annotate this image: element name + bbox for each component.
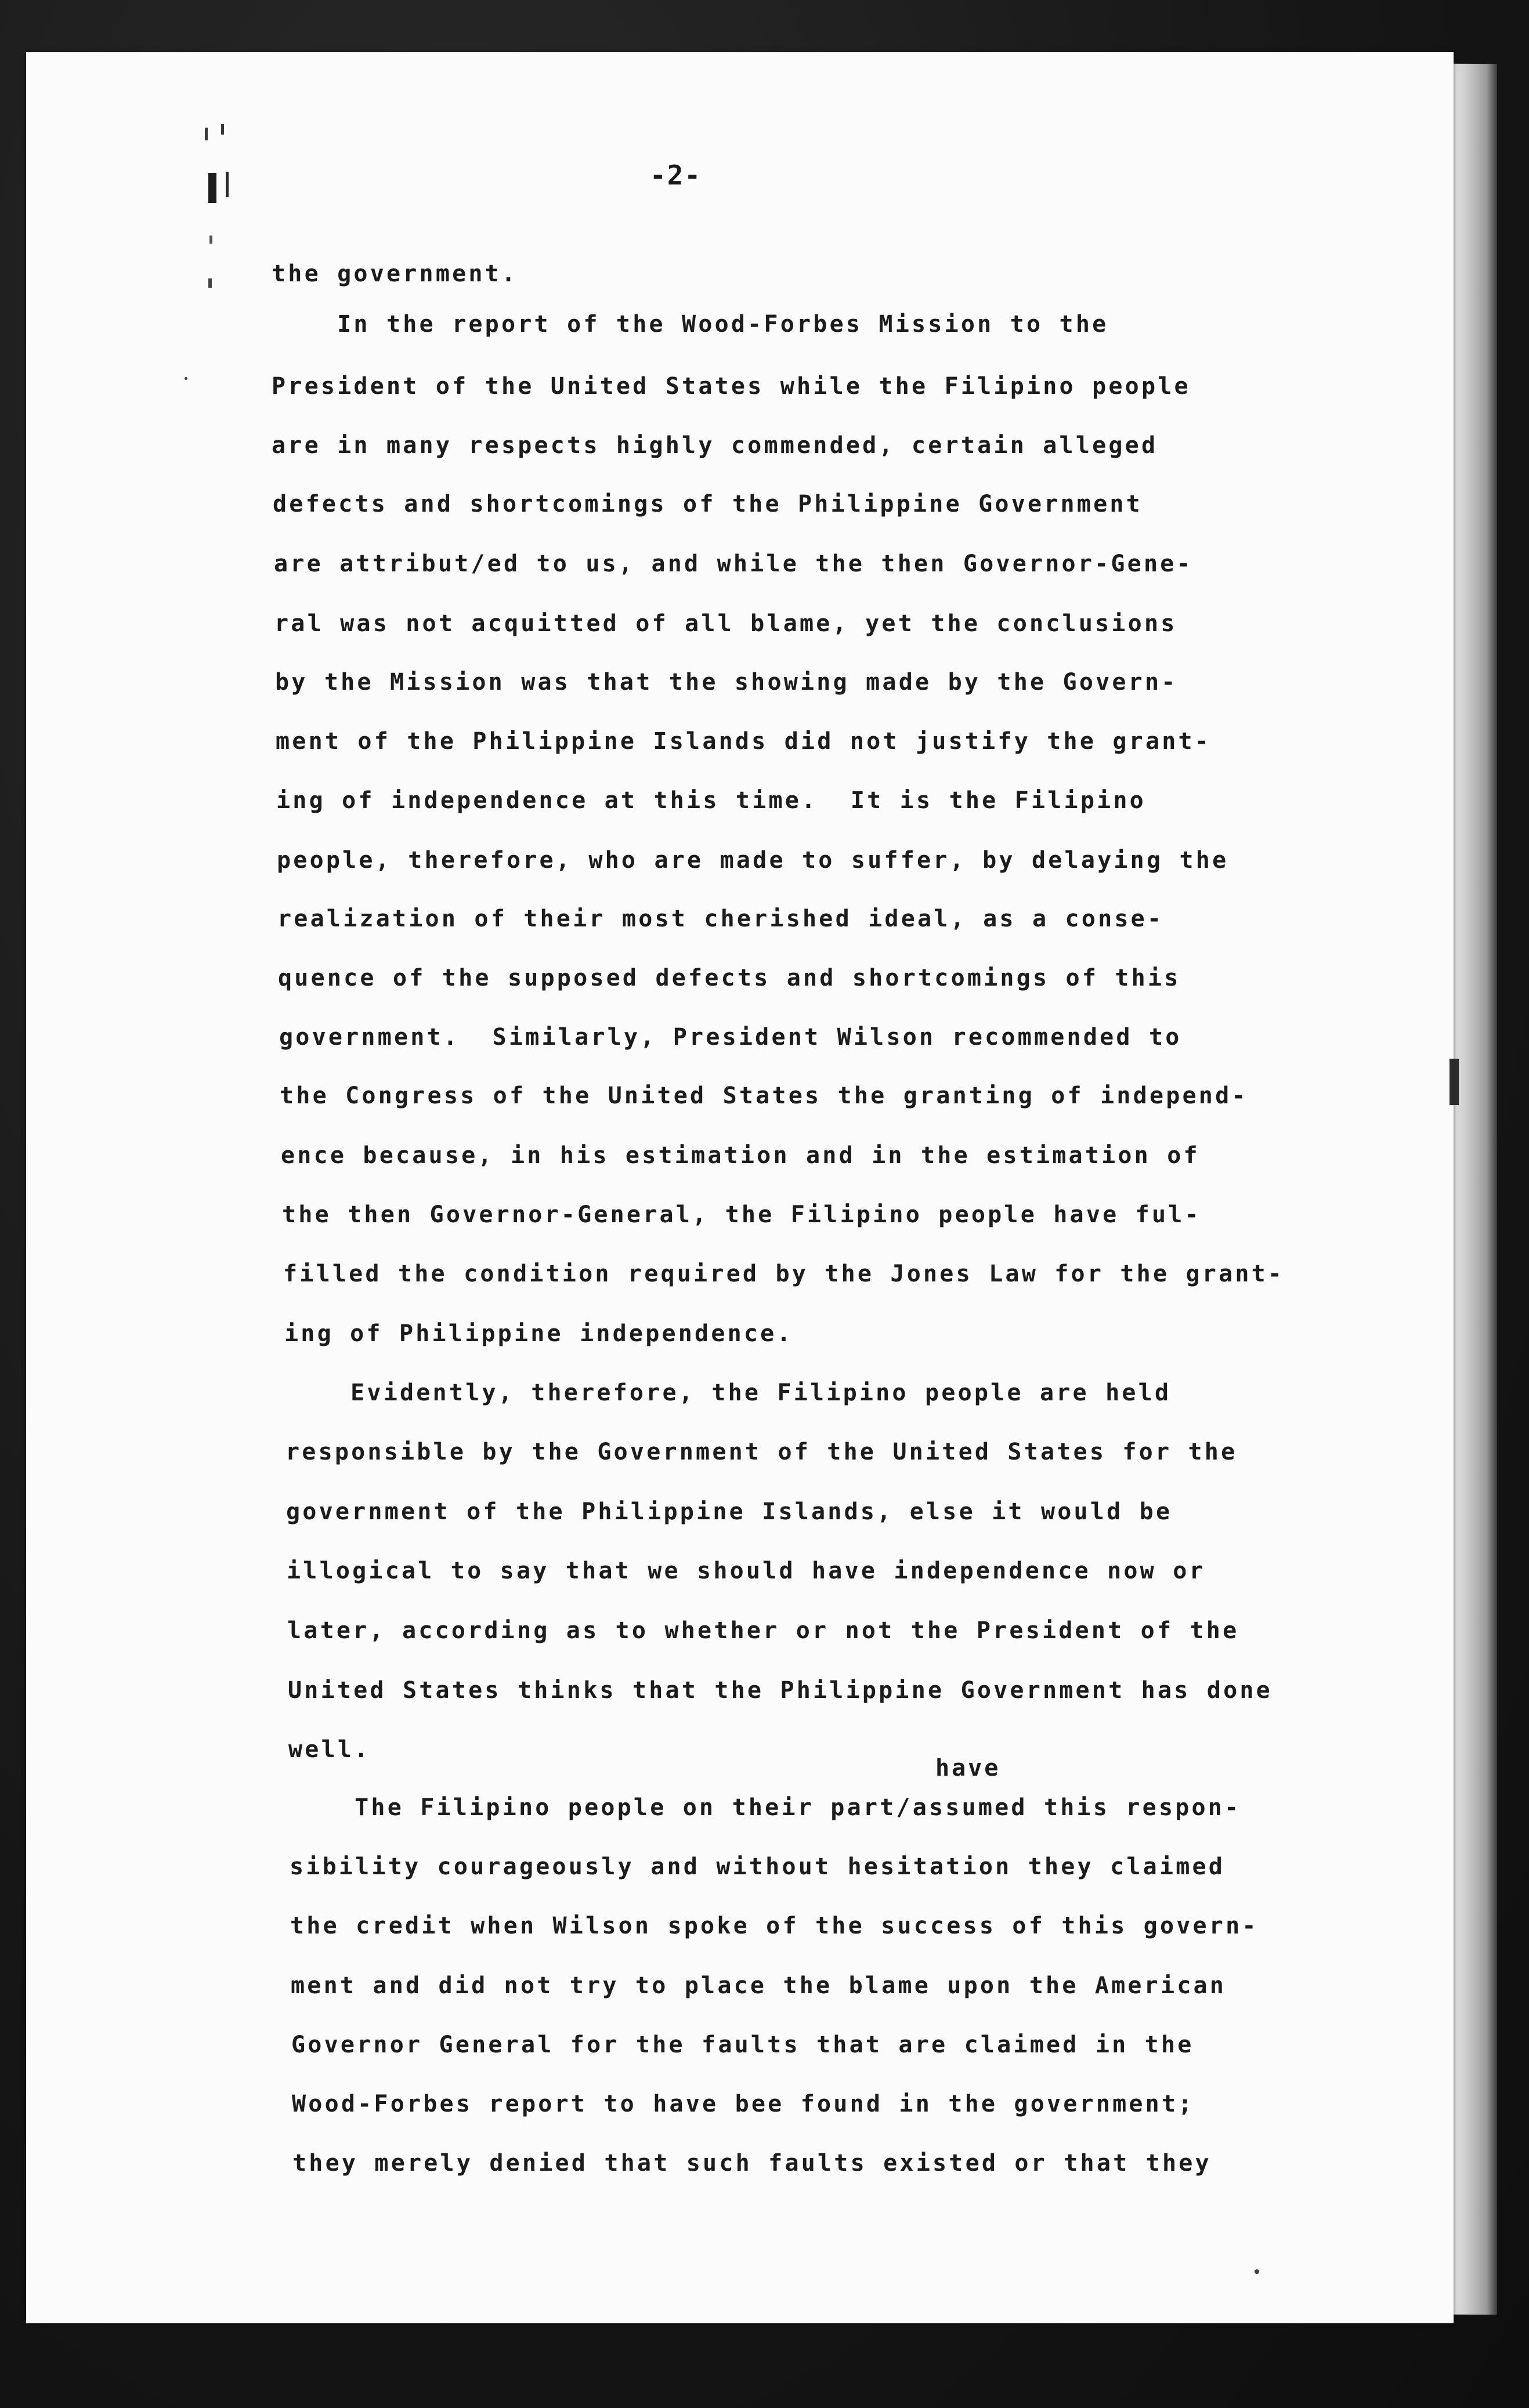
text-line: government. Similarly, President Wilson recommended to bbox=[279, 1024, 1182, 1051]
text-line: they merely denied that such faults existed or that they bbox=[292, 2150, 1212, 2177]
text-line: United States thinks that the Philippine Government has done bbox=[288, 1677, 1273, 1704]
page-number: -2- bbox=[650, 160, 702, 191]
text-line: by the Mission was that the showing made by the Govern- bbox=[275, 669, 1178, 696]
text-line: government of the Philippine Islands, else it would be bbox=[286, 1498, 1173, 1525]
text-line: filled the condition required by the Jones Law for the grant- bbox=[283, 1261, 1285, 1287]
text-line: defects and shortcomings of the Philippine Government bbox=[273, 491, 1143, 517]
text-line: are in many respects highly commended, certain alleged bbox=[272, 432, 1158, 459]
text-line: President of the United States while the Filipino people bbox=[272, 373, 1191, 400]
text-line: the government. bbox=[272, 260, 518, 287]
text-line: ral was not acquitted of all blame, yet the conclusions bbox=[274, 610, 1177, 637]
text-line: are attribut/ed to us, and while the then Governor-Gene- bbox=[274, 551, 1193, 577]
text-line: responsible by the Government of the United States for the bbox=[285, 1439, 1238, 1465]
edge-mark bbox=[1450, 1059, 1459, 1105]
text-line: Wood-Forbes report to have bee found in the government; bbox=[292, 2091, 1195, 2117]
text-line: Governor General for the faults that are claimed in the bbox=[291, 2032, 1194, 2058]
text-line: ment of the Philippine Islands did not justify the grant- bbox=[276, 728, 1212, 755]
text-line: well. bbox=[288, 1736, 371, 1763]
text-line: illogical to say that we should have independence now or bbox=[287, 1558, 1206, 1584]
text-line: the then Governor-General, the Filipino people have ful- bbox=[282, 1201, 1201, 1228]
text-line: In the report of the Wood-Forbes Mission to the bbox=[272, 311, 1109, 338]
text-line: later, according as to whether or not the President of the bbox=[287, 1617, 1239, 1644]
text-line: the credit when Wilson spoke of the success of this govern- bbox=[290, 1913, 1259, 1939]
text-line: Evidently, therefore, the Filipino people are held bbox=[285, 1379, 1172, 1406]
text-line: quence of the supposed defects and shortcomings of this bbox=[278, 965, 1181, 991]
text-line: ing of independence at this time. It is the Filipino bbox=[276, 787, 1146, 814]
text-line: sibility courageously and without hesitation they claimed bbox=[290, 1853, 1226, 1880]
punch-marks bbox=[200, 122, 270, 313]
speck bbox=[185, 377, 187, 380]
speck bbox=[1255, 2269, 1259, 2274]
text-line: ment and did not try to place the blame upon the American bbox=[291, 1972, 1227, 1999]
text-line: realization of their most cherished ideal, as a conse- bbox=[277, 906, 1164, 932]
text-line: the Congress of the United States the granting of independ- bbox=[280, 1082, 1248, 1109]
handwritten-insertion: have bbox=[935, 1755, 1001, 1781]
text-line: people, therefore, who are made to suffer, by delaying the bbox=[277, 847, 1229, 874]
text-line: The Filipino people on their part/assumed this respon- bbox=[289, 1794, 1241, 1821]
text-line: ence because, in his estimation and in the estimation of bbox=[281, 1142, 1200, 1169]
text-line: ing of Philippine independence. bbox=[284, 1320, 793, 1347]
